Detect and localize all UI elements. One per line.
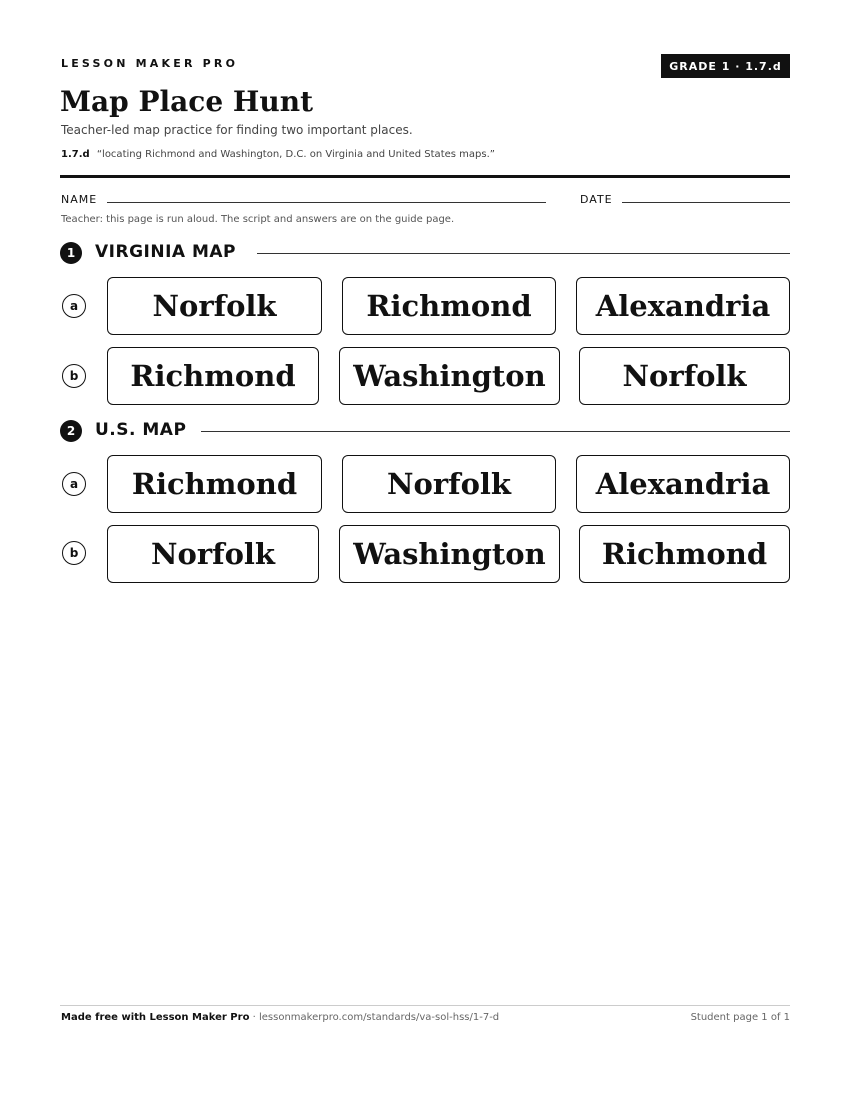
choice-card[interactable]: Richmond — [342, 277, 556, 335]
section-number-badge: 2 — [60, 420, 82, 442]
row-letter-badge: a — [62, 294, 86, 318]
choice-card[interactable]: Norfolk — [579, 347, 790, 405]
page-subtitle: Teacher-led map practice for finding two important places. — [61, 123, 413, 137]
choice-card[interactable]: Richmond — [107, 347, 319, 405]
name-line[interactable] — [107, 202, 546, 203]
choice-card[interactable]: Norfolk — [107, 277, 322, 335]
page-title: Map Place Hunt — [60, 85, 314, 118]
standard-text: “locating Richmond and Washington, D.C. on Virginia and United States maps.” — [96, 149, 495, 160]
date-line[interactable] — [622, 202, 790, 203]
footer-page-number: Student page 1 of 1 — [690, 1012, 790, 1023]
name-label: NAME — [61, 193, 98, 206]
grade-badge: GRADE 1 · 1.7.d — [661, 54, 790, 78]
section-number-badge: 1 — [60, 242, 82, 264]
footer-made-with: Made free with Lesson Maker Pro — [61, 1012, 250, 1023]
section-title: U.S. MAP — [95, 420, 187, 440]
section-rule — [257, 253, 790, 254]
section-title: VIRGINIA MAP — [95, 242, 237, 262]
row-letter-badge: b — [62, 541, 86, 565]
choice-card[interactable]: Washington — [339, 347, 560, 405]
brand-label: LESSON MAKER PRO — [61, 57, 239, 70]
choice-card[interactable]: Washington — [339, 525, 560, 583]
choice-card[interactable]: Norfolk — [107, 525, 319, 583]
choice-card[interactable]: Alexandria — [576, 455, 790, 513]
section-rule — [201, 431, 790, 432]
footer-credit — [61, 1012, 499, 1023]
footer-divider — [60, 1005, 790, 1006]
standard-code: 1.7.d — [61, 149, 90, 160]
footer-url[interactable]: · lessonmakerpro.com/standards/va-sol-hss/1-7-d — [249, 1012, 500, 1023]
choice-card[interactable]: Richmond — [107, 455, 322, 513]
choice-card[interactable]: Alexandria — [576, 277, 790, 335]
row-letter-badge: b — [62, 364, 86, 388]
date-label: DATE — [580, 193, 613, 206]
header-divider — [60, 175, 790, 178]
row-letter-badge: a — [62, 472, 86, 496]
choice-card[interactable]: Richmond — [579, 525, 790, 583]
teacher-note: Teacher: this page is run aloud. The script and answers are on the guide page. — [61, 214, 455, 225]
standard-line — [61, 149, 495, 160]
choice-card[interactable]: Norfolk — [342, 455, 556, 513]
